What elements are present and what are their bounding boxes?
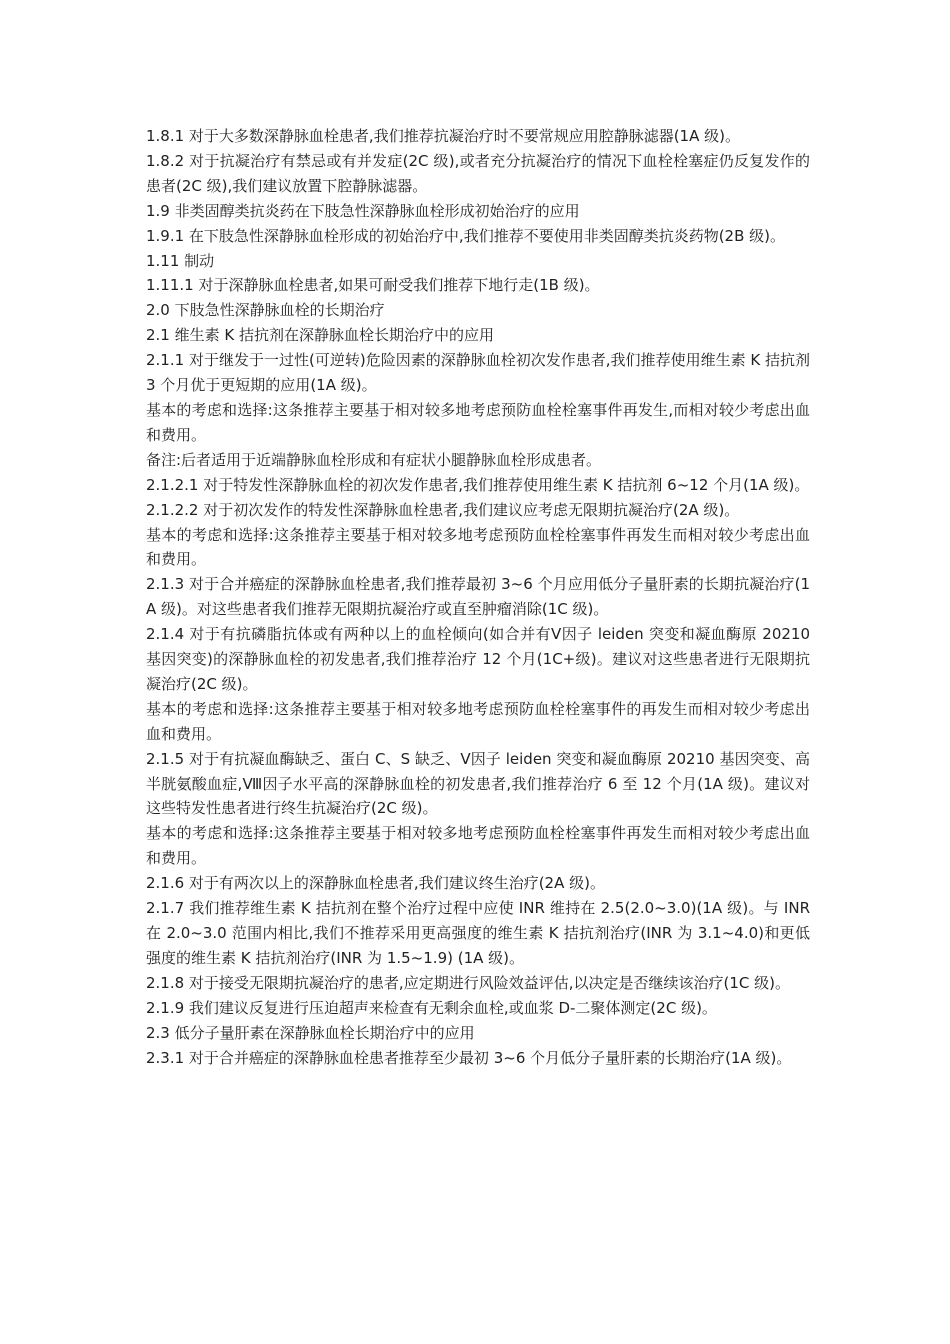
paragraph-1-8-2: 1.8.2 对于抗凝治疗有禁忌或有并发症(2C 级),或者充分抗凝治疗的情况下血栓栓塞症仍反复发作的患者(2C 级),我们建议放置下腔静脉滤器。 <box>146 151 810 195</box>
paragraph-2-1-1: 2.1.1 对于继发于一过性(可逆转)危险因素的深静脉血栓初次发作患者,我们推荐使用维生素 K 拮抗剂 3 个月优于更短期的应用(1A 级)。 <box>146 351 810 395</box>
paragraph-2-1-9: 2.1.9 我们建议反复进行压迫超声来检查有无剩余血栓,或血浆 D-二聚体测定(2C 级)。 <box>146 998 717 1017</box>
paragraph-2-1-3: 2.1.3 对于合并癌症的深静脉血栓患者,我们推荐最初 3~6 个月应用低分子量肝素的长期抗凝治疗(1A 级)。对这些患者我们推荐无限期抗凝治疗或直至肿瘤消除(1C 级)。 <box>146 575 810 619</box>
document-page <box>146 124 810 1070</box>
rationale-paragraph: 基本的考虑和选择:这条推荐主要基于相对较多地考虑预防血栓栓塞事件再发生,而相对较少考虑出血和费用。 <box>146 400 810 444</box>
paragraph-1-9-1: 1.9.1 在下肢急性深静脉血栓形成的初始治疗中,我们推荐不要使用非类固醇类抗炎药物(2B 级)。 <box>146 226 786 245</box>
paragraph-2-3-1: 2.3.1 对于合并癌症的深静脉血栓患者推荐至少最初 3~6 个月低分子量肝素的长期治疗(1A 级)。 <box>146 1048 792 1067</box>
paragraph-2-1-4: 2.1.4 对于有抗磷脂抗体或有两种以上的血栓倾向(如合并有Ⅴ因子 leiden 突变和凝血酶原 20210 基因突变)的深静脉血栓的初发患者,我们推荐治疗 12 个月(1C+级)。建议对这些患者进行无限期抗凝治疗(2C 级)。 <box>146 625 810 693</box>
heading-1-11: 1.11 制动 <box>146 251 215 270</box>
paragraph-2-1-6: 2.1.6 对于有两次以上的深静脉血栓患者,我们建议终生治疗(2A 级)。 <box>146 874 605 893</box>
paragraph-2-1-7: 2.1.7 我们推荐维生素 K 拮抗剂在整个治疗过程中应使 INR 维持在 2.5(2.0~3.0)(1A 级)。与 INR 在 2.0~3.0 范围内相比,我们不推荐采用更高强度的维生素 K 拮抗剂治疗(INR 为 3.1~4.0)和更低强度的维生素 K 拮抗剂治疗(INR 为 1.5~1.9) (1A 级)。 <box>146 899 810 967</box>
note-paragraph: 备注:后者适用于近端静脉血栓形成和有症状小腿静脉血栓形成患者。 <box>146 450 602 469</box>
rationale-paragraph: 基本的考虑和选择:这条推荐主要基于相对较多地考虑预防血栓栓塞事件再发生而相对较少考虑出血和费用。 <box>146 525 810 569</box>
rationale-paragraph: 基本的考虑和选择:这条推荐主要基于相对较多地考虑预防血栓栓塞事件再发生而相对较少考虑出血和费用。 <box>146 824 810 868</box>
rationale-paragraph: 基本的考虑和选择:这条推荐主要基于相对较多地考虑预防血栓栓塞事件的再发生而相对较少考虑出血和费用。 <box>146 699 810 743</box>
heading-2-0: 2.0 下肢急性深静脉血栓的长期治疗 <box>146 301 385 320</box>
paragraph-2-1-2-2: 2.1.2.2 对于初次发作的特发性深静脉血栓患者,我们建议应考虑无限期抗凝治疗(2A 级)。 <box>146 500 740 519</box>
heading-2-1: 2.1 维生素 K 拮抗剂在深静脉血栓长期治疗中的应用 <box>146 326 494 345</box>
paragraph-1-11-1: 1.11.1 对于深静脉血栓患者,如果可耐受我们推荐下地行走(1B 级)。 <box>146 276 600 295</box>
heading-2-3: 2.3 低分子量肝素在深静脉血栓长期治疗中的应用 <box>146 1023 475 1042</box>
heading-1-9: 1.9 非类固醇类抗炎药在下肢急性深静脉血栓形成初始治疗的应用 <box>146 201 580 220</box>
paragraph-2-1-5: 2.1.5 对于有抗凝血酶缺乏、蛋白 C、S 缺乏、Ⅴ因子 leiden 突变和凝血酶原 20210 基因突变、高半胱氨酸血症,Ⅷ因子水平高的深静脉血栓的初发患者,我们推荐治疗 6 至 12 个月(1A 级)。建议对这些特发性患者进行终生抗凝治疗(2C 级)。 <box>146 749 810 818</box>
paragraph-2-1-2-1: 2.1.2.1 对于特发性深静脉血栓的初次发作患者,我们推荐使用维生素 K 拮抗剂 6~12 个月(1A 级)。 <box>146 475 810 494</box>
paragraph-1-8-1: 1.8.1 对于大多数深静脉血栓患者,我们推荐抗凝治疗时不要常规应用腔静脉滤器(1A 级)。 <box>146 127 740 145</box>
paragraph-2-1-8: 2.1.8 对于接受无限期抗凝治疗的患者,应定期进行风险效益评估,以决定是否继续该治疗(1C 级)。 <box>146 973 790 992</box>
